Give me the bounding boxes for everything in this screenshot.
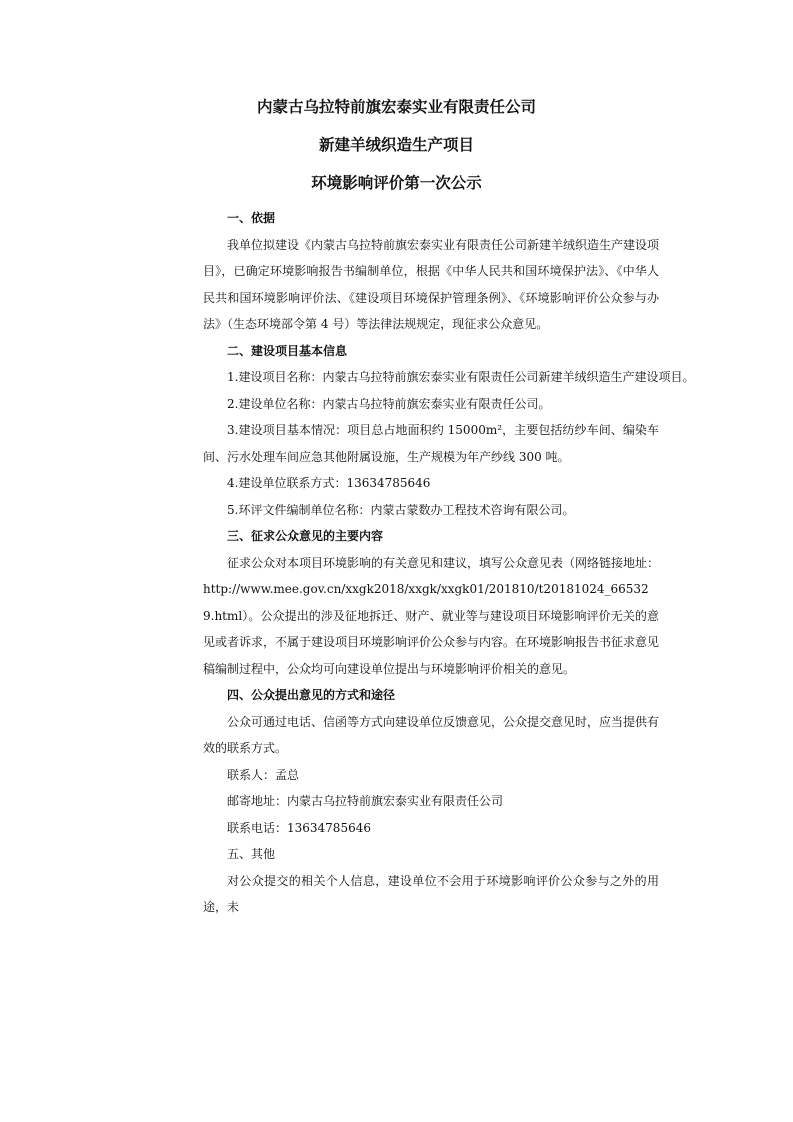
builder-contact-item: 4.建设单位联系方式：13634785646 bbox=[227, 476, 431, 490]
project-name-item: 1.建设项目名称：内蒙古乌拉特前旗宏泰实业有限责任公司新建羊绒织造生产建设项目。 bbox=[227, 370, 695, 384]
section-heading-feedback-methods: 四、公众提出意见的方式和途径 bbox=[227, 688, 396, 702]
section-heading-basis: 一、依据 bbox=[227, 211, 276, 225]
title-notice: 环境影响评价第一次公示 bbox=[311, 174, 482, 192]
contact-phone: 联系电话：13634785646 bbox=[227, 820, 371, 835]
section-feedback-text: 公众可通过电话、信函等方式向建设单位反馈意见，公众提交意见时，应当提供有效的联系方式。 bbox=[203, 714, 660, 755]
opinion-text-end: ）。公众提出的涉及征地拆迁、财产、就业等与建设项目环境影响评价无关的意见或者诉求，不属于建设项目环境影响评价公众参与内容。在环境影响报告书征求意见稿编制过程中，公众均可向建设单位提出与环境影响评价相关的意见。 bbox=[203, 608, 660, 676]
section-other-text: 对公众提交的相关个人信息，建设单位不会用于环境影响评价公众参与之外的用途，未 bbox=[203, 873, 659, 914]
opinion-text-start: 征求公众对本项目环境影响的有关意见和建议，填写公众意见表（网络链接地址： bbox=[227, 555, 660, 570]
opinion-form-link[interactable]: http://www.mee.gov.cn/xxgk2018/xxgk/xxgk01/201810/t20181024_665329.html bbox=[203, 582, 649, 623]
title-block bbox=[0, 96, 793, 210]
contact-person: 联系人：孟总 bbox=[227, 767, 300, 782]
mail-address: 邮寄地址：内蒙古乌拉特前旗宏泰实业有限责任公司 bbox=[227, 794, 504, 808]
section-heading-project-info: 二、建设项目基本信息 bbox=[227, 343, 348, 358]
document-body bbox=[203, 205, 695, 921]
section-heading-other: 五、其他 bbox=[227, 847, 276, 861]
section-opinion-text bbox=[203, 550, 659, 683]
section-basis-text: 我单位拟建设《内蒙古乌拉特前旗宏泰实业有限责任公司新建羊绒织造生产建设项目》，已确定环境影响报告书编制单位，根据《中华人民共和国环境保护法》、《中华人民共和国环境影响评价法、《建设项目环境保护管理条例》、《环境影响评价公众参与办法》（生态环境部令第 4 号）等法律法规规定，现征求公众意见。 bbox=[203, 237, 660, 331]
builder-name-item: 2.建设单位名称：内蒙古乌拉特前旗宏泰实业有限责任公司。 bbox=[227, 396, 551, 411]
section-heading-opinion-content: 三、征求公众意见的主要内容 bbox=[227, 529, 384, 543]
title-project: 新建羊绒织造生产项目 bbox=[318, 136, 474, 154]
title-company: 内蒙古乌拉特前旗宏泰实业有限责任公司 bbox=[256, 98, 536, 116]
project-overview-item: 3.建设项目基本情况：项目总占地面积约 15000m²，主要包括纺纱车间、编染车间、污水处理车间应急其他附属设施，生产规模为年产纱线 300 吨。 bbox=[203, 423, 659, 464]
eia-unit-item: 5.环评文件编制单位名称：内蒙古蒙数办工程技术咨询有限公司。 bbox=[227, 502, 575, 517]
